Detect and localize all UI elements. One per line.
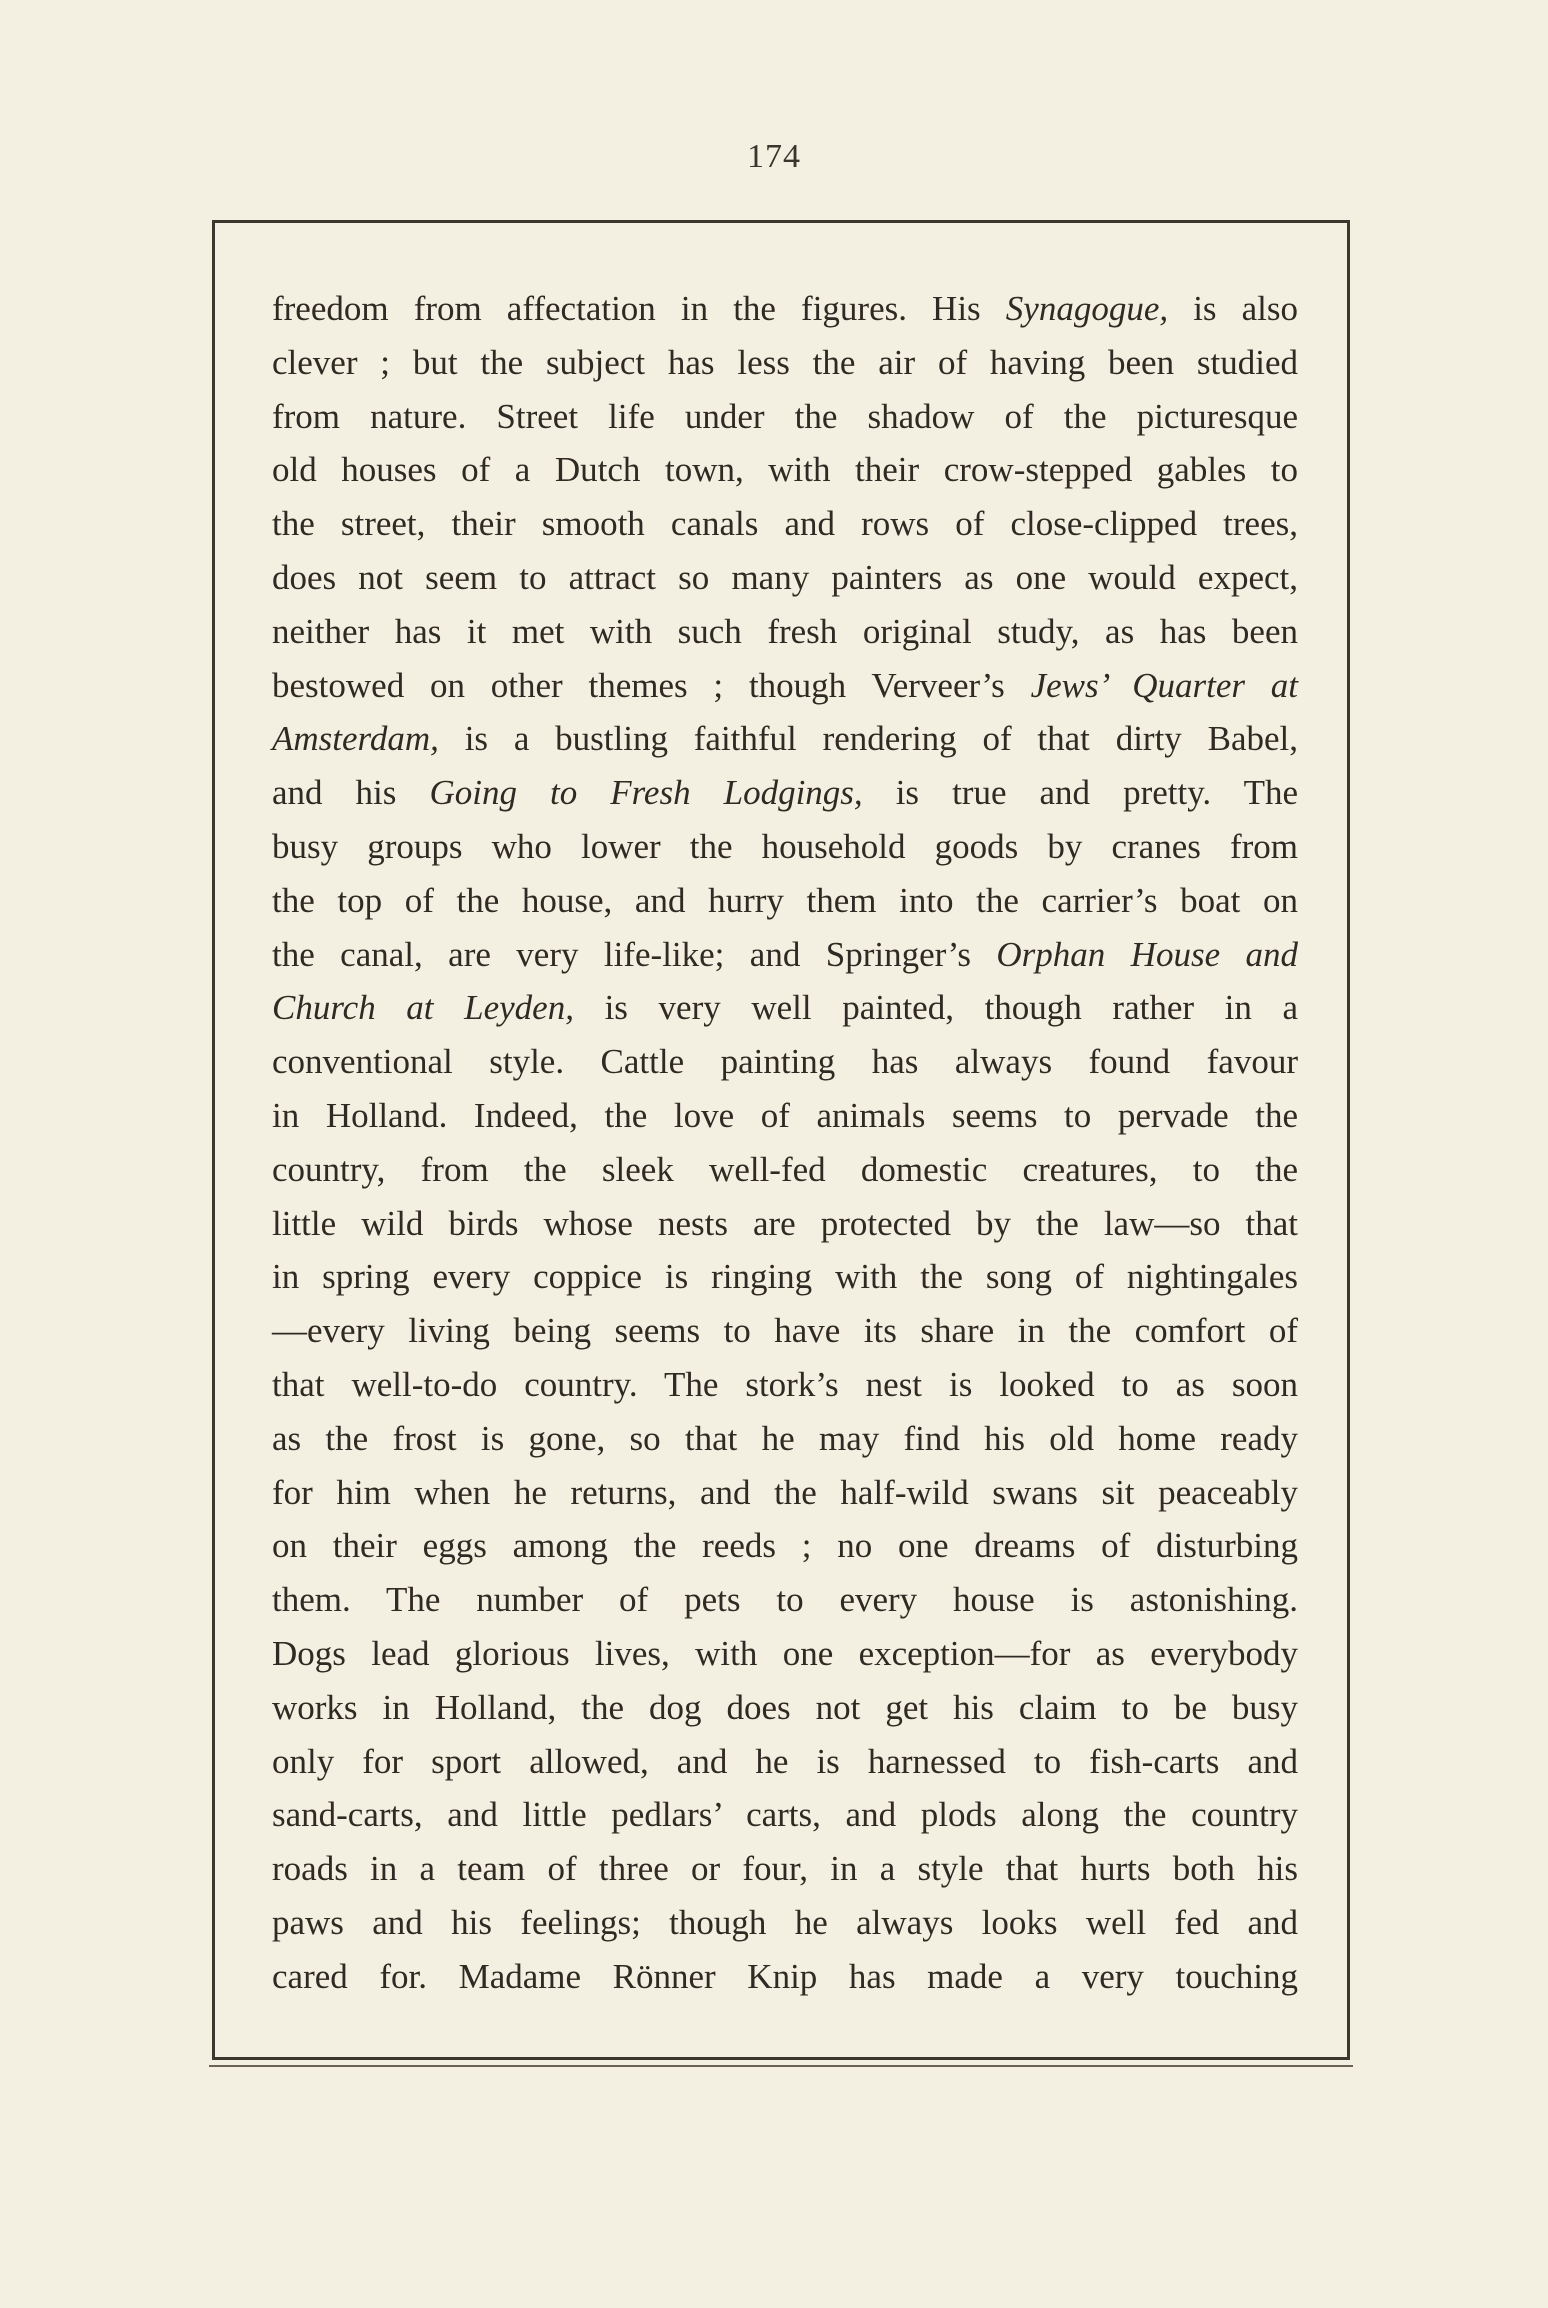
text-run: neither has it met with such fresh original study, as has been bbox=[272, 611, 1298, 651]
text-line bbox=[272, 1035, 1298, 1089]
text-run: —every living being seems to have its share in the comfort of bbox=[272, 1311, 1298, 1351]
text-run: busy groups who lower the household goods by cranes from bbox=[272, 826, 1298, 866]
text-run: is a bustling faithful rendering of that dirty Babel, bbox=[438, 719, 1298, 759]
text-run: and his bbox=[272, 773, 430, 813]
text-line bbox=[272, 1250, 1298, 1304]
text-run: conventional style. Cattle painting has always found favour bbox=[272, 1042, 1298, 1082]
text-line bbox=[272, 1842, 1298, 1896]
text-run: the street, their smooth canals and rows of close-clipped trees, bbox=[272, 504, 1298, 544]
text-run: old houses of a Dutch town, with their crow-stepped gables to bbox=[272, 450, 1298, 490]
text-run: clever ; but the subject has less the air of having been studied bbox=[272, 342, 1298, 382]
text-line bbox=[272, 820, 1298, 874]
text-line bbox=[272, 1627, 1298, 1681]
text-line bbox=[272, 1358, 1298, 1412]
text-run: country, from the sleek well-fed domestic creatures, to the bbox=[272, 1149, 1298, 1189]
text-run: is true and pretty. The bbox=[862, 773, 1298, 813]
text-line bbox=[272, 1197, 1298, 1251]
text-line bbox=[272, 1735, 1298, 1789]
text-line bbox=[272, 928, 1298, 982]
body-text bbox=[272, 282, 1298, 2004]
text-line bbox=[272, 1519, 1298, 1573]
italic-title: Church at Leyden, bbox=[272, 988, 574, 1028]
italic-title: Jews’ Quarter at bbox=[1030, 665, 1298, 705]
text-line bbox=[272, 1896, 1298, 1950]
italic-title: Going to Fresh Lodgings, bbox=[429, 773, 863, 813]
text-run: is very well painted, though rather in a bbox=[573, 988, 1298, 1028]
text-line bbox=[272, 390, 1298, 444]
text-line bbox=[272, 1681, 1298, 1735]
text-line bbox=[272, 1466, 1298, 1520]
text-line bbox=[272, 1412, 1298, 1466]
text-line bbox=[272, 1304, 1298, 1358]
text-line bbox=[272, 336, 1298, 390]
text-line bbox=[272, 712, 1298, 766]
text-run: only for sport allowed, and he is harnessed to fish-carts and bbox=[272, 1741, 1298, 1781]
text-run: them. The number of pets to every house is astonishing. bbox=[272, 1580, 1298, 1620]
text-line bbox=[272, 1788, 1298, 1842]
text-line bbox=[272, 605, 1298, 659]
text-run: works in Holland, the dog does not get his claim to be busy bbox=[272, 1687, 1298, 1727]
text-line bbox=[272, 551, 1298, 605]
text-run: the canal, are very life-like; and Springer’s bbox=[272, 934, 997, 974]
italic-title: Orphan House and bbox=[996, 934, 1299, 974]
italic-title: Amsterdam, bbox=[272, 719, 439, 759]
text-line bbox=[272, 497, 1298, 551]
text-run: is also bbox=[1168, 289, 1299, 328]
text-run: for him when he returns, and the half-wild swans sit peaceably bbox=[272, 1472, 1298, 1512]
text-line bbox=[272, 1573, 1298, 1627]
text-run: from nature. Street life under the shadow of the picturesque bbox=[272, 396, 1298, 436]
text-run: little wild birds whose nests are protected by the law—so that bbox=[272, 1203, 1298, 1243]
text-line bbox=[272, 1143, 1298, 1197]
text-line bbox=[272, 282, 1298, 336]
text-line bbox=[272, 1950, 1298, 2004]
text-line bbox=[272, 981, 1298, 1035]
text-line bbox=[272, 659, 1298, 713]
text-run: in Holland. Indeed, the love of animals seems to pervade the bbox=[272, 1095, 1298, 1135]
text-run: Dogs lead glorious lives, with one exception—for as everybody bbox=[272, 1633, 1298, 1673]
text-run: paws and his feelings; though he always looks well fed and bbox=[272, 1902, 1298, 1942]
page-number: 174 bbox=[747, 138, 801, 175]
text-run: as the frost is gone, so that he may find his old home ready bbox=[272, 1418, 1298, 1458]
text-run: the top of the house, and hurry them into the carrier’s boat on bbox=[272, 880, 1298, 920]
text-run: freedom from affectation in the figures. His bbox=[272, 289, 1006, 328]
italic-title: Synagogue, bbox=[1005, 289, 1169, 328]
text-run: in spring every coppice is ringing with the song of nightingales bbox=[272, 1257, 1298, 1297]
text-run: sand-carts, and little pedlars’ carts, and plods along the country bbox=[272, 1795, 1298, 1835]
text-line bbox=[272, 443, 1298, 497]
text-run: roads in a team of three or four, in a style that hurts both his bbox=[272, 1849, 1298, 1889]
text-run: cared for. Madame Rönner Knip has made a very touching bbox=[272, 1956, 1298, 1996]
text-run: bestowed on other themes ; though Verveer’s bbox=[272, 665, 1031, 705]
text-run: on their eggs among the reeds ; no one dreams of disturbing bbox=[272, 1526, 1298, 1566]
text-line bbox=[272, 874, 1298, 928]
text-line bbox=[272, 1089, 1298, 1143]
text-run: does not seem to attract so many painters as one would expect, bbox=[272, 557, 1298, 597]
text-line bbox=[272, 766, 1298, 820]
text-run: that well-to-do country. The stork’s nest is looked to as soon bbox=[272, 1364, 1298, 1404]
